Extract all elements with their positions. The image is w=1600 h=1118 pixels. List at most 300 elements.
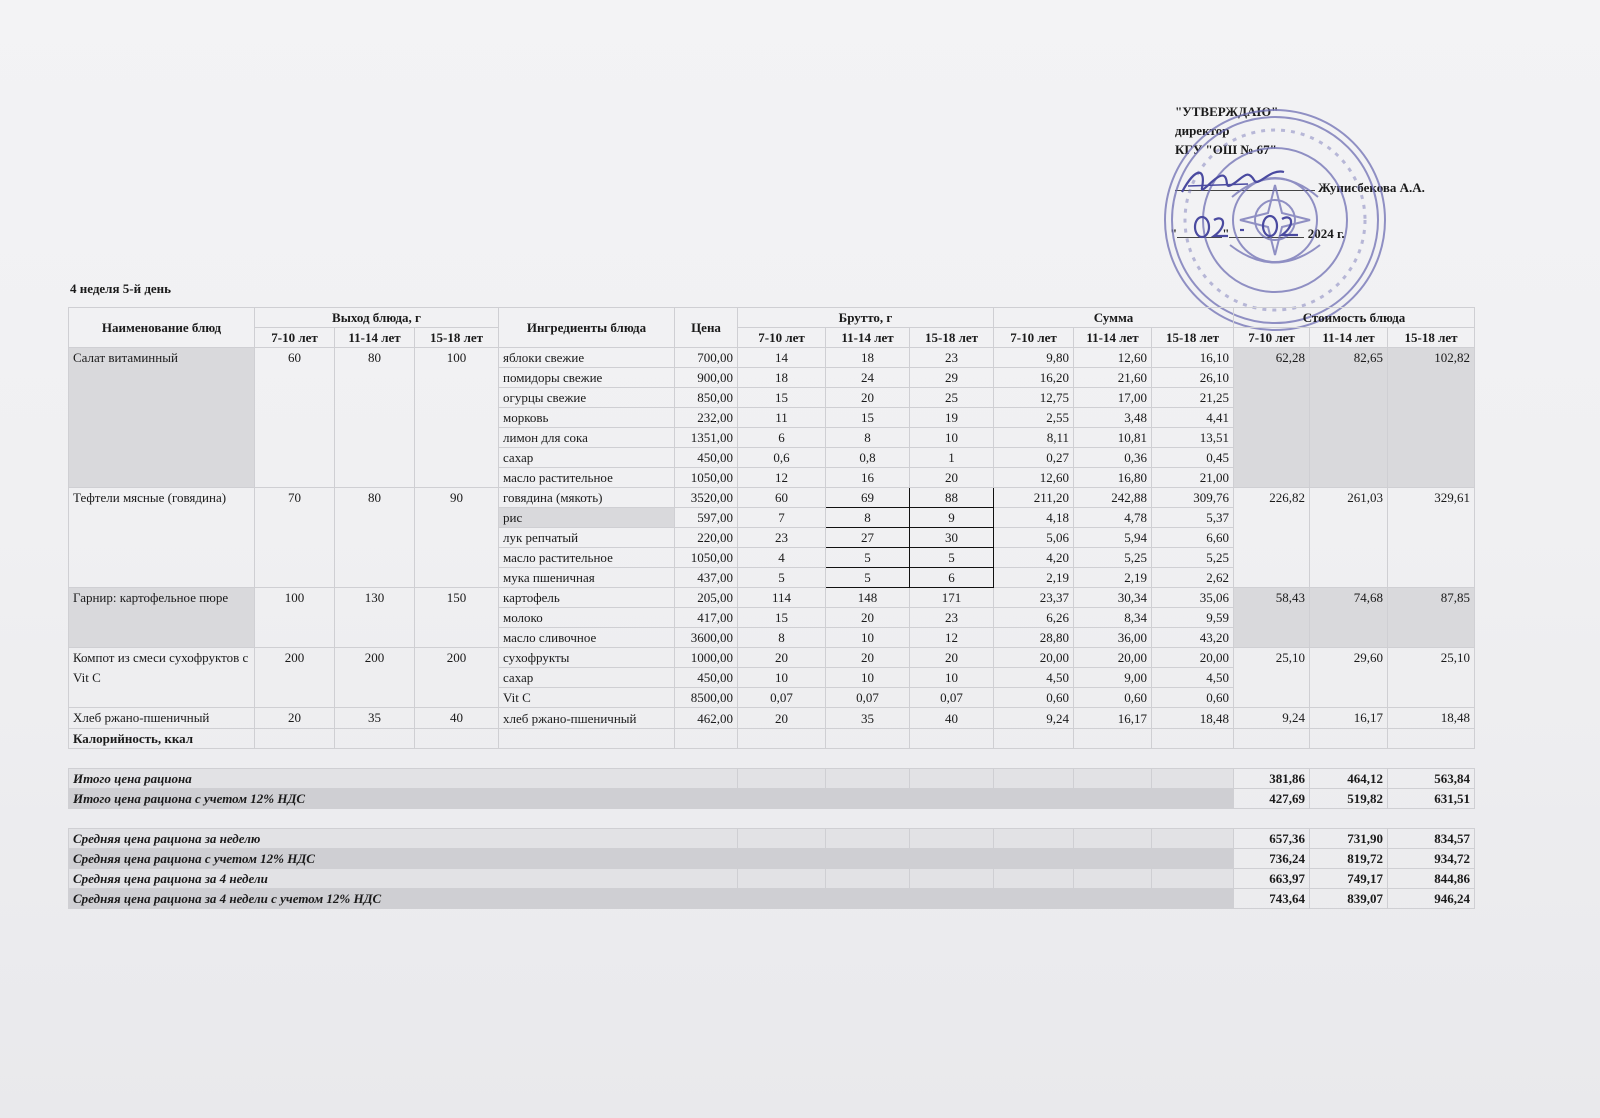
ingredient-sum-3: 0,45 [1152, 448, 1234, 468]
summary-row [69, 869, 1475, 889]
ingredient-sum-1: 16,20 [994, 368, 1074, 388]
ingredient-sum-1: 0,60 [994, 688, 1074, 708]
calories-cell [1388, 729, 1475, 749]
approval-organization: КГУ "ОШ № 67" [1175, 142, 1277, 157]
header-cost: Стоимость блюда [1234, 308, 1475, 328]
date-year: 2024 г. [1307, 226, 1345, 241]
ingredient-sum-2: 5,94 [1074, 528, 1152, 548]
summary-label: Средняя цена рациона за неделю [69, 829, 738, 849]
header-brutto-age3: 15-18 лет [910, 328, 994, 348]
summary-label: Средняя цена рациона за 4 недели с учетом 12% НДС [69, 889, 738, 909]
ingredient-sum-1: 4,20 [994, 548, 1074, 568]
summary-value-1: 381,86 [1234, 769, 1310, 789]
header-output: Выход блюда, г [255, 308, 499, 328]
ingredient-brutto-1: 23 [738, 528, 826, 548]
ingredient-brutto-1: 6 [738, 428, 826, 448]
ingredient-name: Vit C [499, 688, 675, 708]
ingredient-name: масло растительное [499, 468, 675, 488]
calories-cell [738, 729, 826, 749]
approval-position: директор [1175, 123, 1230, 138]
ingredient-brutto-1: 60 [738, 488, 826, 508]
ingredient-sum-2: 5,25 [1074, 548, 1152, 568]
header-cost-age3: 15-18 лет [1388, 328, 1475, 348]
ingredient-sum-3: 5,25 [1152, 548, 1234, 568]
dish-output-2: 35 [335, 708, 415, 729]
ingredient-sum-2: 4,78 [1074, 508, 1152, 528]
ingredient-sum-3: 20,00 [1152, 648, 1234, 668]
ingredient-brutto-2: 35 [826, 708, 910, 729]
ingredient-brutto-3: 10 [910, 668, 994, 688]
summary-fill [1152, 849, 1234, 869]
dish-cost-1: 62,28 [1234, 348, 1310, 488]
ingredient-row [69, 588, 1475, 608]
ingredient-brutto-1: 11 [738, 408, 826, 428]
ingredient-sum-1: 9,24 [994, 708, 1074, 729]
ingredient-sum-1: 20,00 [994, 648, 1074, 668]
header-brutto-age2: 11-14 лет [826, 328, 910, 348]
calories-cell [1234, 729, 1310, 749]
summary-fill [738, 849, 826, 869]
summary-label: Итого цена рациона [69, 769, 738, 789]
ingredient-sum-2: 3,48 [1074, 408, 1152, 428]
summary-fill [910, 789, 994, 809]
ingredient-sum-2: 2,19 [1074, 568, 1152, 588]
ingredient-brutto-2: 0,8 [826, 448, 910, 468]
summary-fill [1152, 829, 1234, 849]
spacer-row [69, 809, 1475, 829]
ingredient-name: яблоки свежие [499, 348, 675, 368]
summary-fill [826, 849, 910, 869]
ingredient-brutto-2: 148 [826, 588, 910, 608]
ingredient-brutto-3: 10 [910, 428, 994, 448]
ingredient-brutto-2: 27 [826, 528, 910, 548]
ingredient-name: картофель [499, 588, 675, 608]
ingredient-brutto-3: 25 [910, 388, 994, 408]
ingredient-sum-2: 30,34 [1074, 588, 1152, 608]
ingredient-sum-1: 4,50 [994, 668, 1074, 688]
dish-output-2: 80 [335, 488, 415, 588]
summary-fill [1074, 869, 1152, 889]
dish-output-2: 130 [335, 588, 415, 648]
summary-value-3: 844,86 [1388, 869, 1475, 889]
ingredient-name: лимон для сока [499, 428, 675, 448]
calories-cell [415, 729, 499, 749]
ingredient-brutto-2: 15 [826, 408, 910, 428]
header-dish-name: Наименование блюд [69, 308, 255, 348]
ingredient-brutto-1: 0,6 [738, 448, 826, 468]
ingredient-price: 417,00 [675, 608, 738, 628]
ingredient-name: сахар [499, 448, 675, 468]
ingredient-sum-3: 21,00 [1152, 468, 1234, 488]
summary-fill [826, 869, 910, 889]
ingredient-sum-2: 21,60 [1074, 368, 1152, 388]
ingredient-brutto-2: 10 [826, 628, 910, 648]
summary-fill [910, 849, 994, 869]
ingredient-brutto-1: 5 [738, 568, 826, 588]
ingredient-brutto-2: 20 [826, 388, 910, 408]
summary-value-2: 464,12 [1310, 769, 1388, 789]
summary-value-1: 663,97 [1234, 869, 1310, 889]
ingredient-brutto-2: 20 [826, 648, 910, 668]
summary-fill [910, 889, 994, 909]
dish-name: Хлеб ржано-пшеничный [69, 708, 255, 729]
ingredient-sum-2: 9,00 [1074, 668, 1152, 688]
dish-cost-2: 82,65 [1310, 348, 1388, 488]
ingredient-name: помидоры свежие [499, 368, 675, 388]
dish-cost-1: 58,43 [1234, 588, 1310, 648]
ingredient-row [69, 348, 1475, 368]
spacer-cell [69, 809, 1475, 829]
dish-name: Компот из смеси сухофруктов с Vit C [69, 648, 255, 708]
header-sum-age1: 7-10 лет [994, 328, 1074, 348]
ingredient-sum-3: 13,51 [1152, 428, 1234, 448]
ingredient-brutto-2: 24 [826, 368, 910, 388]
dish-cost-3: 87,85 [1388, 588, 1475, 648]
ingredient-sum-2: 36,00 [1074, 628, 1152, 648]
dish-output-3: 40 [415, 708, 499, 729]
ingredient-brutto-1: 15 [738, 608, 826, 628]
ingredient-sum-2: 17,00 [1074, 388, 1152, 408]
calories-cell [994, 729, 1074, 749]
ingredient-brutto-2: 10 [826, 668, 910, 688]
summary-row [69, 829, 1475, 849]
ingredient-name: хлеб ржано-пшеничный [499, 708, 675, 729]
ingredient-price: 597,00 [675, 508, 738, 528]
summary-value-3: 834,57 [1388, 829, 1475, 849]
summary-row [69, 889, 1475, 909]
summary-fill [1074, 829, 1152, 849]
ingredient-sum-3: 35,06 [1152, 588, 1234, 608]
ingredient-price: 3520,00 [675, 488, 738, 508]
ingredient-sum-3: 0,60 [1152, 688, 1234, 708]
header-price: Цена [675, 308, 738, 348]
spacer-cell [69, 749, 1475, 769]
ingredient-sum-1: 9,80 [994, 348, 1074, 368]
summary-value-2: 839,07 [1310, 889, 1388, 909]
header-sum: Сумма [994, 308, 1234, 328]
calories-cell [1074, 729, 1152, 749]
summary-fill [994, 889, 1074, 909]
ingredient-row [69, 648, 1475, 668]
summary-fill [826, 889, 910, 909]
ingredient-sum-2: 16,80 [1074, 468, 1152, 488]
ingredient-price: 1050,00 [675, 468, 738, 488]
calories-label: Калорийность, ккал [69, 729, 255, 749]
ingredient-sum-3: 309,76 [1152, 488, 1234, 508]
dish-output-1: 20 [255, 708, 335, 729]
summary-fill [826, 769, 910, 789]
ingredient-sum-1: 12,60 [994, 468, 1074, 488]
ingredient-sum-3: 16,10 [1152, 348, 1234, 368]
summary-row [69, 769, 1475, 789]
ingredient-brutto-3: 20 [910, 648, 994, 668]
ingredient-name: мука пшеничная [499, 568, 675, 588]
ingredient-name: говядина (мякоть) [499, 488, 675, 508]
ingredient-brutto-2: 18 [826, 348, 910, 368]
dish-output-2: 200 [335, 648, 415, 708]
ingredient-brutto-1: 10 [738, 668, 826, 688]
ingredient-price: 1050,00 [675, 548, 738, 568]
header-sum-age3: 15-18 лет [1152, 328, 1234, 348]
spacer-row [69, 749, 1475, 769]
header-output-age2: 11-14 лет [335, 328, 415, 348]
summary-label: Средняя цена рациона с учетом 12% НДС [69, 849, 738, 869]
summary-fill [738, 869, 826, 889]
ingredient-brutto-3: 23 [910, 608, 994, 628]
ingredient-brutto-2: 8 [826, 428, 910, 448]
ingredient-sum-1: 4,18 [994, 508, 1074, 528]
ingredient-brutto-1: 0,07 [738, 688, 826, 708]
summary-fill [1074, 849, 1152, 869]
header-cost-age2: 11-14 лет [1310, 328, 1388, 348]
menu-table [68, 307, 1475, 909]
ingredient-sum-2: 10,81 [1074, 428, 1152, 448]
ingredient-brutto-3: 20 [910, 468, 994, 488]
summary-fill [910, 769, 994, 789]
summary-fill [1152, 789, 1234, 809]
ingredient-brutto-3: 9 [910, 508, 994, 528]
ingredient-brutto-3: 88 [910, 488, 994, 508]
dish-name: Гарнир: картофельное пюре [69, 588, 255, 648]
calories-cell [1310, 729, 1388, 749]
calories-cell [910, 729, 994, 749]
summary-label: Средняя цена рациона за 4 недели [69, 869, 738, 889]
dish-output-1: 60 [255, 348, 335, 488]
ingredient-brutto-3: 5 [910, 548, 994, 568]
summary-fill [1152, 869, 1234, 889]
ingredient-name: рис [499, 508, 675, 528]
summary-value-1: 427,69 [1234, 789, 1310, 809]
summary-value-3: 946,24 [1388, 889, 1475, 909]
ingredient-brutto-2: 69 [826, 488, 910, 508]
ingredient-brutto-1: 18 [738, 368, 826, 388]
ingredient-sum-1: 2,19 [994, 568, 1074, 588]
ingredient-name: сахар [499, 668, 675, 688]
ingredient-sum-1: 23,37 [994, 588, 1074, 608]
summary-fill [826, 789, 910, 809]
ingredient-sum-2: 12,60 [1074, 348, 1152, 368]
ingredient-brutto-3: 12 [910, 628, 994, 648]
dish-cost-1: 9,24 [1234, 708, 1310, 729]
handwritten-signature [1178, 162, 1288, 202]
ingredient-name: молоко [499, 608, 675, 628]
ingredient-brutto-1: 7 [738, 508, 826, 528]
calories-cell [1152, 729, 1234, 749]
date-day-blank [1177, 237, 1222, 238]
ingredient-brutto-2: 8 [826, 508, 910, 528]
ingredient-price: 450,00 [675, 448, 738, 468]
dish-output-2: 80 [335, 348, 415, 488]
date-quote-open: " [1170, 226, 1178, 241]
summary-fill [994, 869, 1074, 889]
ingredient-sum-2: 0,36 [1074, 448, 1152, 468]
ingredient-sum-3: 5,37 [1152, 508, 1234, 528]
summary-fill [738, 889, 826, 909]
calories-cell [335, 729, 415, 749]
dish-output-1: 100 [255, 588, 335, 648]
ingredient-brutto-3: 171 [910, 588, 994, 608]
director-name: Жуписбекова А.А. [1318, 180, 1425, 195]
dish-output-1: 200 [255, 648, 335, 708]
dish-cost-2: 29,60 [1310, 648, 1388, 708]
dish-cost-1: 226,82 [1234, 488, 1310, 588]
dish-output-3: 200 [415, 648, 499, 708]
header-cost-age1: 7-10 лет [1234, 328, 1310, 348]
summary-fill [1074, 889, 1152, 909]
summary-value-3: 631,51 [1388, 789, 1475, 809]
summary-label: Итого цена рациона с учетом 12% НДС [69, 789, 738, 809]
summary-fill [994, 789, 1074, 809]
ingredient-price: 232,00 [675, 408, 738, 428]
summary-fill [738, 789, 826, 809]
summary-fill [738, 829, 826, 849]
summary-fill [910, 829, 994, 849]
dish-cost-2: 16,17 [1310, 708, 1388, 729]
summary-fill [738, 769, 826, 789]
date-month-blank [1229, 237, 1304, 238]
calories-cell [255, 729, 335, 749]
summary-row [69, 849, 1475, 869]
ingredient-name: масло растительное [499, 548, 675, 568]
ingredient-sum-2: 20,00 [1074, 648, 1152, 668]
ingredient-name: огурцы свежие [499, 388, 675, 408]
ingredient-price: 900,00 [675, 368, 738, 388]
summary-value-2: 731,90 [1310, 829, 1388, 849]
ingredient-sum-3: 21,25 [1152, 388, 1234, 408]
ingredient-sum-1: 28,80 [994, 628, 1074, 648]
ingredient-sum-3: 2,62 [1152, 568, 1234, 588]
ingredient-sum-3: 43,20 [1152, 628, 1234, 648]
calories-cell [499, 729, 675, 749]
ingredient-brutto-1: 20 [738, 648, 826, 668]
ingredient-price: 205,00 [675, 588, 738, 608]
menu-body [69, 348, 1475, 909]
dish-cost-2: 261,03 [1310, 488, 1388, 588]
header-sum-age2: 11-14 лет [1074, 328, 1152, 348]
dish-name: Тефтели мясные (говядина) [69, 488, 255, 588]
ingredient-brutto-1: 14 [738, 348, 826, 368]
ingredient-brutto-3: 19 [910, 408, 994, 428]
summary-value-3: 563,84 [1388, 769, 1475, 789]
ingredient-brutto-3: 40 [910, 708, 994, 729]
signature-line [1175, 190, 1315, 191]
header-ingredients: Ингредиенты блюда [499, 308, 675, 348]
dish-cost-2: 74,68 [1310, 588, 1388, 648]
summary-fill [1152, 769, 1234, 789]
ingredient-price: 3600,00 [675, 628, 738, 648]
ingredient-price: 450,00 [675, 668, 738, 688]
ingredient-brutto-3: 1 [910, 448, 994, 468]
ingredient-sum-3: 26,10 [1152, 368, 1234, 388]
ingredient-brutto-3: 0,07 [910, 688, 994, 708]
ingredient-sum-3: 9,59 [1152, 608, 1234, 628]
dish-output-3: 100 [415, 348, 499, 488]
summary-value-1: 743,64 [1234, 889, 1310, 909]
ingredient-brutto-1: 8 [738, 628, 826, 648]
ingredient-price: 8500,00 [675, 688, 738, 708]
calories-cell [826, 729, 910, 749]
dish-cost-1: 25,10 [1234, 648, 1310, 708]
summary-value-2: 749,17 [1310, 869, 1388, 889]
ingredient-sum-1: 6,26 [994, 608, 1074, 628]
header-output-age1: 7-10 лет [255, 328, 335, 348]
summary-fill [826, 829, 910, 849]
summary-fill [1152, 889, 1234, 909]
ingredient-name: сухофрукты [499, 648, 675, 668]
summary-value-2: 519,82 [1310, 789, 1388, 809]
approval-title: "УТВЕРЖДАЮ" [1175, 104, 1279, 119]
ingredient-brutto-1: 114 [738, 588, 826, 608]
ingredient-price: 1351,00 [675, 428, 738, 448]
dish-cost-3: 18,48 [1388, 708, 1475, 729]
ingredient-sum-1: 8,11 [994, 428, 1074, 448]
summary-fill [994, 829, 1074, 849]
summary-value-2: 819,72 [1310, 849, 1388, 869]
ingredient-price: 1000,00 [675, 648, 738, 668]
summary-row [69, 789, 1475, 809]
ingredient-brutto-2: 0,07 [826, 688, 910, 708]
dish-cost-3: 102,82 [1388, 348, 1475, 488]
ingredient-sum-2: 242,88 [1074, 488, 1152, 508]
ingredient-row [69, 708, 1475, 729]
ingredient-name: масло сливочное [499, 628, 675, 648]
ingredient-sum-3: 4,41 [1152, 408, 1234, 428]
calories-row [69, 729, 1475, 749]
ingredient-brutto-1: 20 [738, 708, 826, 729]
day-title: 4 неделя 5-й день [70, 281, 172, 296]
ingredient-sum-3: 4,50 [1152, 668, 1234, 688]
summary-fill [994, 769, 1074, 789]
ingredient-brutto-3: 6 [910, 568, 994, 588]
ingredient-sum-1: 0,27 [994, 448, 1074, 468]
ingredient-price: 220,00 [675, 528, 738, 548]
ingredient-sum-3: 18,48 [1152, 708, 1234, 729]
ingredient-brutto-3: 23 [910, 348, 994, 368]
ingredient-sum-2: 8,34 [1074, 608, 1152, 628]
ingredient-price: 700,00 [675, 348, 738, 368]
ingredient-price: 850,00 [675, 388, 738, 408]
approval-block [1175, 102, 1278, 159]
ingredient-brutto-2: 16 [826, 468, 910, 488]
header-brutto-age1: 7-10 лет [738, 328, 826, 348]
ingredient-brutto-3: 30 [910, 528, 994, 548]
ingredient-sum-1: 5,06 [994, 528, 1074, 548]
header-output-age3: 15-18 лет [415, 328, 499, 348]
ingredient-name: морковь [499, 408, 675, 428]
ingredient-brutto-2: 20 [826, 608, 910, 628]
ingredient-brutto-3: 29 [910, 368, 994, 388]
dish-output-3: 150 [415, 588, 499, 648]
summary-fill [910, 869, 994, 889]
ingredient-brutto-2: 5 [826, 548, 910, 568]
ingredient-name: лук репчатый [499, 528, 675, 548]
summary-value-1: 736,24 [1234, 849, 1310, 869]
ingredient-brutto-2: 5 [826, 568, 910, 588]
header-brutto: Брутто, г [738, 308, 994, 328]
dish-output-3: 90 [415, 488, 499, 588]
ingredient-sum-1: 12,75 [994, 388, 1074, 408]
summary-value-1: 657,36 [1234, 829, 1310, 849]
summary-fill [1074, 789, 1152, 809]
dish-name: Салат витаминный [69, 348, 255, 488]
summary-fill [994, 849, 1074, 869]
dish-cost-3: 329,61 [1388, 488, 1475, 588]
ingredient-brutto-1: 12 [738, 468, 826, 488]
summary-value-3: 934,72 [1388, 849, 1475, 869]
date-quote-close: " [1222, 226, 1230, 241]
calories-cell [675, 729, 738, 749]
ingredient-sum-3: 6,60 [1152, 528, 1234, 548]
